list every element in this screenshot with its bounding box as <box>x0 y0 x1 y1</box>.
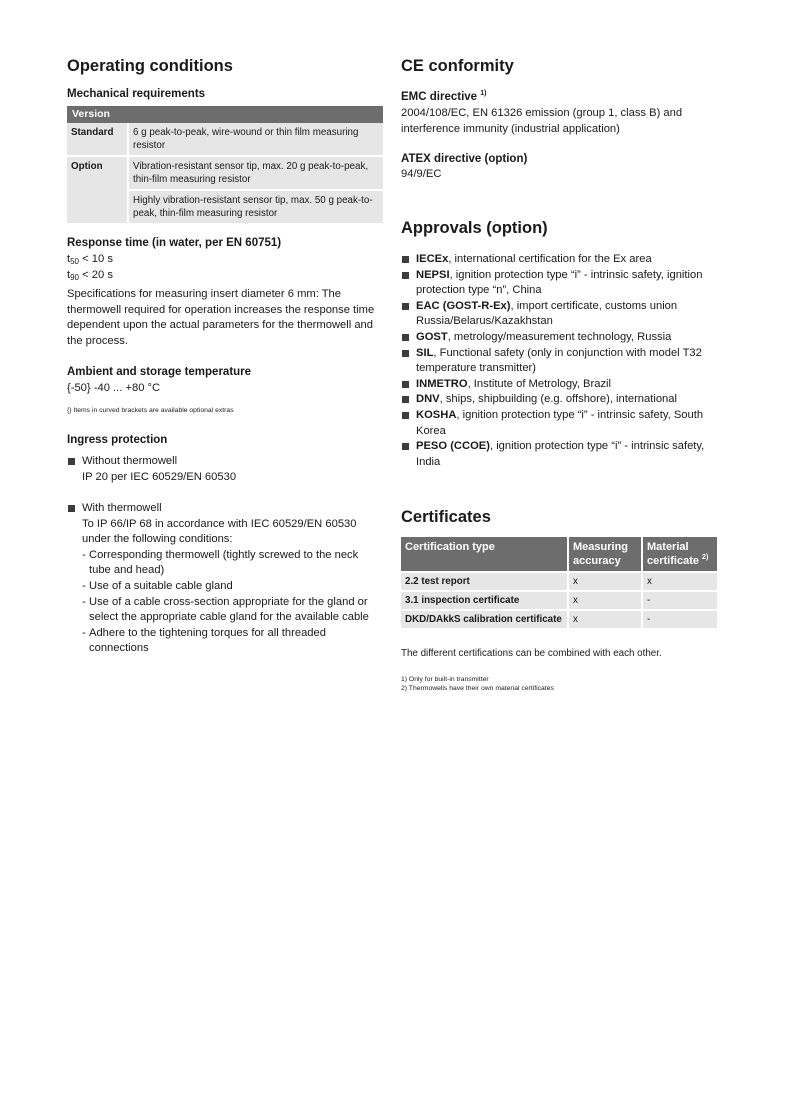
header-certification-type: Certification type <box>401 537 567 571</box>
t50-line: $t_{50} < 10$ s <box>67 253 113 266</box>
specification-text: Specifications for measuring insert diameter 6 mm: The thermowell required for operation increases the response time dependent upon the actual parameters for the thermowell and the process. <box>67 288 375 347</box>
list-item: GOST, metrology/measurement technology, Russia <box>401 330 717 346</box>
certificates-table <box>401 537 717 628</box>
approvals-heading: Approvals (option) <box>401 219 548 237</box>
list-item: DNV, ships, shipbuilding (e.g. offshore), international <box>401 392 717 408</box>
list-item: KOSHA, ignition protection type “i” - intrinsic safety, South Korea <box>401 408 717 439</box>
table-row: DKD/DAkkS calibration certificate x - <box>401 609 717 628</box>
bullet-square-icon <box>68 458 75 465</box>
ingress-protection-heading: Ingress protection <box>67 434 168 446</box>
bullet-square-icon <box>402 272 409 279</box>
bullet-square-icon <box>402 396 409 403</box>
header-measuring-accuracy: Measuring accuracy <box>567 537 641 571</box>
bullet-square-icon <box>402 350 409 357</box>
with-thermowell-label: With thermowell <box>82 502 162 514</box>
table-row <box>67 123 383 155</box>
bullet-square-icon <box>402 412 409 419</box>
response-time-heading: Response time (in water, per EN 60751) <box>67 237 282 249</box>
without-thermowell-value: IP 20 per IEC 60529/EN 60530 <box>82 470 237 483</box>
with-thermowell-intro: To IP 66/IP 68 in accordance with IEC 60529/EN 60530 under the following conditions: <box>82 517 357 546</box>
footnote-1: 1) Only for built-in transmitter <box>401 676 489 683</box>
option-label: Option <box>67 155 129 223</box>
table-row: 3.1 inspection certificate x - <box>401 590 717 609</box>
list-item: SIL, Functional safety (only in conjunction with model T32 temperature transmitter) <box>401 346 717 377</box>
combined-certifications-text: The different certifications can be combined with each other. <box>401 648 662 659</box>
ambient-temperature-heading: Ambient and storage temperature <box>67 366 252 378</box>
bullet-square-icon <box>402 256 409 263</box>
ambient-temperature-value: {-50} -40 ... +80 °C <box>67 382 161 394</box>
list-item: IECEx, international certification for the Ex area <box>401 252 717 268</box>
list-item: INMETRO, Institute of Metrology, Brazil <box>401 377 717 393</box>
list-item <box>67 501 383 657</box>
table-header-version: Version <box>67 106 383 123</box>
bullet-square-icon <box>402 381 409 388</box>
operating-conditions-heading: Operating conditions <box>67 57 233 75</box>
bullet-square-icon <box>68 505 75 512</box>
mechanical-requirements-table <box>67 106 383 223</box>
atex-directive-text: 94/9/EC <box>401 168 442 180</box>
option-text-1: Vibration-resistant sensor tip, max. 20 g peak-to-peak, thin-film measuring resistor <box>129 155 383 189</box>
mechanical-requirements-heading: Mechanical requirements <box>67 88 206 100</box>
list-item: PESO (CCOE), ignition protection type “i” - intrinsic safety, India <box>401 439 717 470</box>
list-item: NEPSI, ignition protection type “i” - intrinsic safety, ignition protection type “n”, China <box>401 268 717 299</box>
footnote-2: 2) Thermowells have their own material certificates <box>401 685 554 692</box>
bullet-square-icon <box>402 334 409 341</box>
condition-item: - Adhere to the tightening torques for all threaded connections <box>82 626 326 655</box>
list-item <box>67 454 383 485</box>
bullet-square-icon <box>402 303 409 310</box>
standard-text: 6 g peak-to-peak, wire-wound or thin film measuring resistor <box>129 123 383 155</box>
bullet-square-icon <box>402 443 409 450</box>
emc-directive-heading: EMC directive $^{1)}$ <box>401 90 487 103</box>
condition-item: - Corresponding thermowell (tightly screwed to the neck tube and head) <box>82 548 359 577</box>
option-text-2: Highly vibration-resistant sensor tip, max. 50 g peak-to-peak, thin-film measuring resistor <box>129 189 383 223</box>
standard-label: Standard <box>67 123 129 155</box>
emc-directive-text: 2004/108/EC, EN 61326 emission (group 1, class B) and interference immunity (industrial application) <box>401 107 683 135</box>
header-material-certificate: Material certificate $^{2)}$ <box>641 537 717 571</box>
condition-item: - Use of a cable cross-section appropriate for the gland or select the appropriate cable gland for the available cable <box>82 595 369 624</box>
certificates-heading: Certificates <box>401 508 491 526</box>
without-thermowell-label: Without thermowell <box>82 455 178 467</box>
table-row <box>67 155 383 189</box>
approvals-list <box>401 252 717 470</box>
table-row: 2.2 test report x x <box>401 571 717 590</box>
ce-conformity-heading: CE conformity <box>401 57 514 75</box>
atex-directive-heading: ATEX directive (option) <box>401 153 528 165</box>
list-item: EAC (GOST-R-Ex), import certificate, customs union Russia/Belarus/Kazakhstan <box>401 299 717 330</box>
optional-extras-note: {} Items in curved brackets are available optional extras <box>67 407 234 414</box>
t90-line: $t_{90} < 20$ s <box>67 269 113 282</box>
condition-item: - Use of a suitable cable gland <box>82 579 233 592</box>
